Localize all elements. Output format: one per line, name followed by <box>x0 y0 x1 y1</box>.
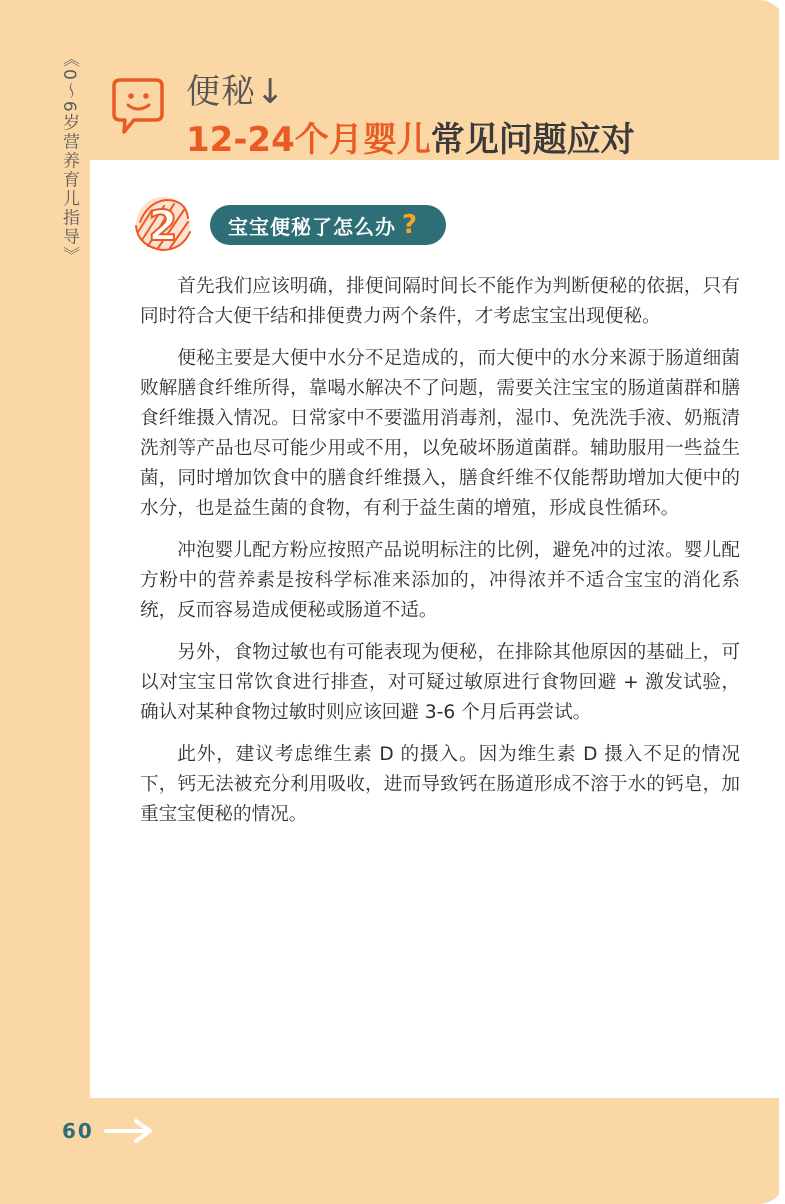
paragraph: 便秘主要是大便中水分不足造成的，而大便中的水分来源于肠道细菌败解膳食纤维所得，靠喝水解决不了问题，需要关注宝宝的肠道菌群和膳食纤维摄入情况。日常家中不要滥用消毒剂，湿巾、免洗洗手液、奶瓶清洗剂等产品也尽可能少用或不用，以免破坏肠道菌群。辅助服用一些益生菌，同时增加饮食中的膳食纤维摄入，膳食纤维不仅能帮助增加大便中的水分，也是益生菌的食物，有利于益生菌的增殖，形成良性循环。 <box>140 348 740 519</box>
paragraph: 冲泡婴儿配方粉应按照产品说明标注的比例，避免冲的过浓。婴儿配方粉中的营养素是按科学标准来添加的，冲得浓并不适合宝宝的消化系统，反而容易造成便秘或肠道不适。 <box>140 540 740 621</box>
arrow-right-icon <box>104 1117 154 1145</box>
paragraph: 首先我们应该明确，排便间隔时间长不能作为判断便秘的依据，只有同时符合大便干结和排便费力两个条件，才考虑宝宝出现便秘。 <box>140 276 740 327</box>
section-heading-pill <box>210 205 446 245</box>
page-title-highlight: 12-24个月婴儿 <box>186 120 431 160</box>
topic-label: 便秘↓ <box>186 72 286 112</box>
page-number: 60 <box>62 1119 94 1143</box>
question-mark: ? <box>402 210 418 240</box>
page-title <box>186 112 635 161</box>
book-title-spine: 《0～6岁营养育儿指导》 <box>59 50 79 266</box>
paragraph: 另外，食物过敏也有可能表现为便秘，在排除其他原因的基础上，可以对宝宝日常饮食进行排查，对可疑过敏原进行食物回避 + 激发试验，确认对某种食物过敏时则应该回避 3-6 个月后再尝试。 <box>140 642 740 723</box>
section-number: 2 <box>148 201 178 250</box>
page-title-rest: 常见问题应对 <box>430 120 635 160</box>
section-heading: 宝宝便秘了怎么办 <box>228 214 396 239</box>
paragraph: 此外，建议考虑维生素 D 的摄入。因为维生素 D 摄入不足的情况下，钙无法被充分利用吸收，进而导致钙在肠道形成不溶于水的钙皂，加重宝宝便秘的情况。 <box>140 744 740 825</box>
article-body <box>140 272 740 842</box>
chat-smile-icon <box>110 76 166 138</box>
number-2-scribble-icon <box>128 192 198 256</box>
